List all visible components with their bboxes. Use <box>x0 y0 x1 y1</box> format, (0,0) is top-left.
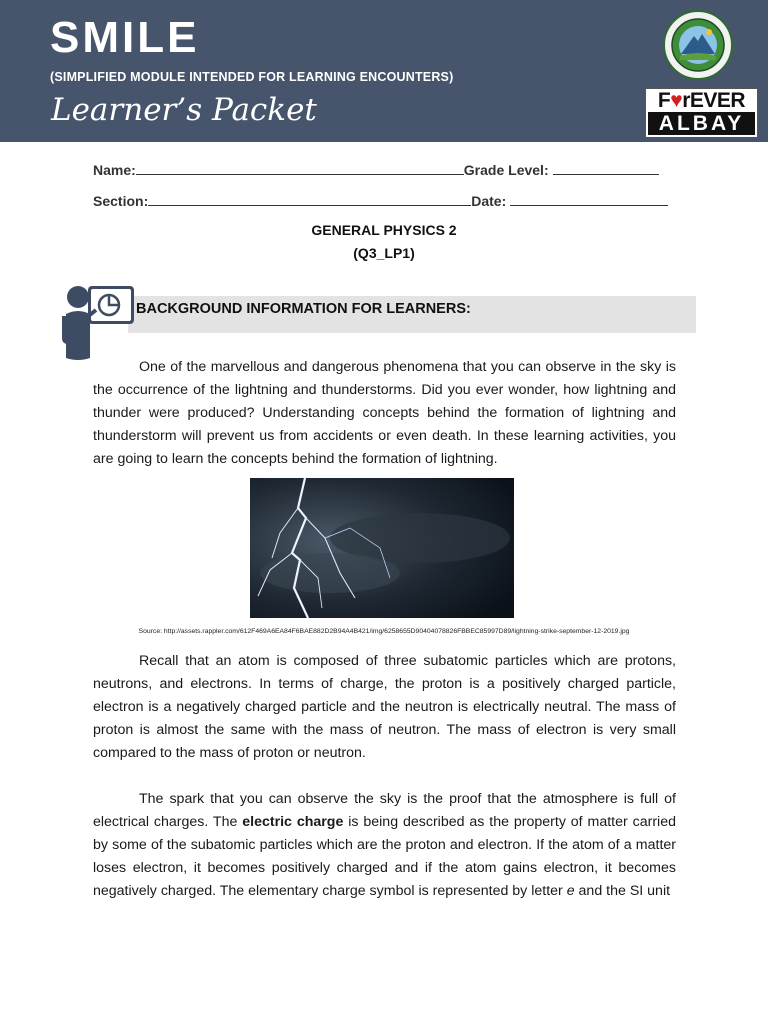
teacher-presentation-icon <box>60 284 136 362</box>
section-date-row <box>93 191 668 209</box>
elementary-charge-symbol: e <box>566 883 575 899</box>
heart-icon: ♥ <box>670 89 683 112</box>
subject-title: GENERAL PHYSICS 2 <box>311 222 457 238</box>
grade-level-label: Grade Level: <box>463 162 549 178</box>
image-source-caption: Source: http://assets.rappler.com/612F469A6EA84F6BAE882D2B94A4B421/img/6258655D90404078826FBBEC85997D89/lightning-strike-september-12-2019.jpg <box>138 628 630 635</box>
background-heading: BACKGROUND INFORMATION FOR LEARNERS: <box>136 301 471 317</box>
albay-label: ALBAY <box>648 112 755 135</box>
electric-charge-term: electric charge <box>242 814 344 830</box>
packet-label: Learner’s Packet <box>51 92 317 128</box>
name-grade-row <box>93 160 659 178</box>
date-field[interactable] <box>510 191 668 206</box>
name-label: Name: <box>93 162 136 178</box>
section-label: Section: <box>93 193 149 209</box>
module-subtitle: (SIMPLIFIED MODULE INTENDED FOR LEARNING ENCOUNTERS) <box>50 70 454 84</box>
name-field[interactable] <box>136 160 464 175</box>
deped-albay-seal-icon <box>656 10 740 80</box>
grade-level-field[interactable] <box>553 160 659 175</box>
forever-label: F♥rEVER <box>657 89 746 112</box>
forever-albay-logo <box>645 88 758 138</box>
section-field[interactable] <box>148 191 471 206</box>
header-banner <box>0 0 768 142</box>
intro-paragraph: One of the marvellous and dangerous phenomena that you can observe in the sky is the occurrence of the lightning and thunderstorms. Did you ever wonder, how lightning and thunder were produced? Understanding concepts behind the formation of lightning and thunderstorm will prevent us from accidents or even death. In these learning activities, you are going to learn the concepts behind the formation of lightning. <box>93 359 676 467</box>
subject-code: (Q3_LP1) <box>353 245 415 261</box>
date-label: Date: <box>471 193 507 209</box>
atom-paragraph: Recall that an atom is composed of three subatomic particles which are protons, neutrons, and electrons. In terms of charge, the proton is a positively charged particle, electron is a negatively charged particle and the neutron is electrically neutral. The mass of proton is almost the same with the mass of neutron. The mass of electron is very small compared to the mass of proton or neutron. <box>93 653 676 761</box>
module-title: SMILE <box>50 13 200 62</box>
electric-charge-paragraph: The spark that you can observe the sky is the proof that the atmosphere is full of electrical charges. The electric charge is being described as the property of matter carried by some of the subatomic particles which are the proton and electron. If the atom of a matter loses electron, it becomes positively charged and if the atom gains electron, it becomes negatively charged. The elementary charge symbol is represented by letter e and the SI unit <box>93 791 676 899</box>
lightning-photo <box>250 478 514 618</box>
